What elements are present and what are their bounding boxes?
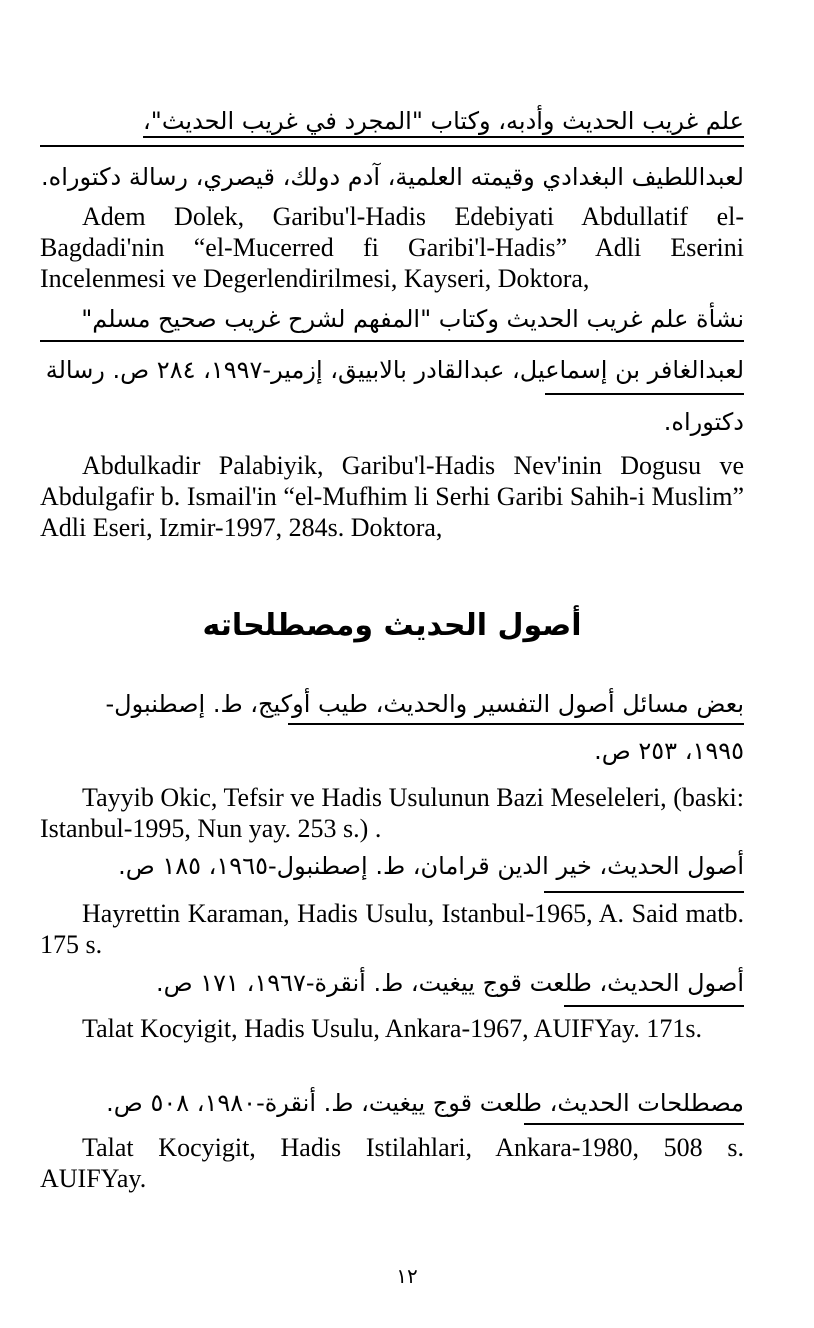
entry-2-author-underline [545,393,744,395]
entry-1-arabic-citation: لعبداللطيف البغدادي وقيمته العلمية، آدم دولك، قيصري، رسالة دكتوراه. [40,163,744,191]
entry-2-turkish-citation: Abdulkadir Palabiyik, Garibu'l-Hadis Nev'inin Dogusu ve Abdulgafir b. Ismail'in “el-Mufhim li Serhi Garibi Sahih-i Muslim” Adli Eseri, Izmir-1997, 284s. Doktora, [40,451,744,542]
book-page [40,0,744,1328]
section-entry-1-underline [288,723,744,725]
entry-2-divider [40,340,744,342]
entry-2-arabic-citation: لعبدالغافر بن إسماعيل، عبدالقادر بالابييق، إزمير-١٩٩٧، ٢٨٤ ص. رسالة [45,356,744,384]
section-entry-4-arabic: مصطلحات الحديث، طلعت قوج ييغيت، ط. أنقرة-١٩٨٠، ٥٠٨ ص. [106,1089,744,1117]
section-entry-1-arabic-title: بعض مسائل أصول التفسير والحديث، طيب أوكيج، ط. إصطنبول- [105,690,744,718]
entry-2-arabic-title: نشأة علم غريب الحديث وكتاب "المفهم لشرح غريب صحيح مسلم" [81,305,744,333]
entry-2-arabic-citation-cont: دكتوراه. [663,408,744,436]
section-entry-2-turkish: Hayrettin Karaman, Hadis Usulu, Istanbul-1965, A. Said matb. 175 s. [40,899,744,959]
section-entry-3-underline [564,1005,744,1007]
entry-1-divider [40,145,744,147]
section-entry-2-arabic: أصول الحديث، خير الدين قرامان، ط. إصطنبول-١٩٦٥، ١٨٥ ص. [118,852,744,880]
section-entry-4-turkish: Talat Kocyigit, Hadis Istilahlari, Ankara-1980, 508 s. AUIFYay. [40,1133,744,1193]
section-entry-2-underline [544,891,744,893]
page-number: ١٢ [396,1264,418,1288]
entry-1-turkish-citation: Adem Dolek, Garibu'l-Hadis Edebiyati Abdullatif el-Bagdadi'nin “el-Mucerred fi Garibi'l-Hadis” Adli Eserini Incelenmesi ve Degerlendirilmesi, Kayseri, Doktora, [40,202,744,293]
entry-1-arabic-title: علم غريب الحديث وأدبه، وكتاب "المجرد في غريب الحديث"، [143,107,744,135]
section-entry-3-turkish: Talat Kocyigit, Hadis Usulu, Ankara-1967, AUIFYay. 171s. [82,1014,702,1043]
section-entry-1-arabic-cont: ١٩٩٥، ٢٥٣ ص. [594,737,744,765]
section-entry-1-turkish: Tayyib Okic, Tefsir ve Hadis Usulunun Bazi Meseleleri, (baski: Istanbul-1995, Nun yay. 253 s.) . [40,783,744,843]
section-entry-4-underline [524,1123,744,1125]
section-heading: أصول الحديث ومصطلحاته [202,608,582,643]
section-entry-3-arabic: أصول الحديث، طلعت قوج ييغيت، ط. أنقرة-١٩٦٧، ١٧١ ص. [155,969,744,997]
